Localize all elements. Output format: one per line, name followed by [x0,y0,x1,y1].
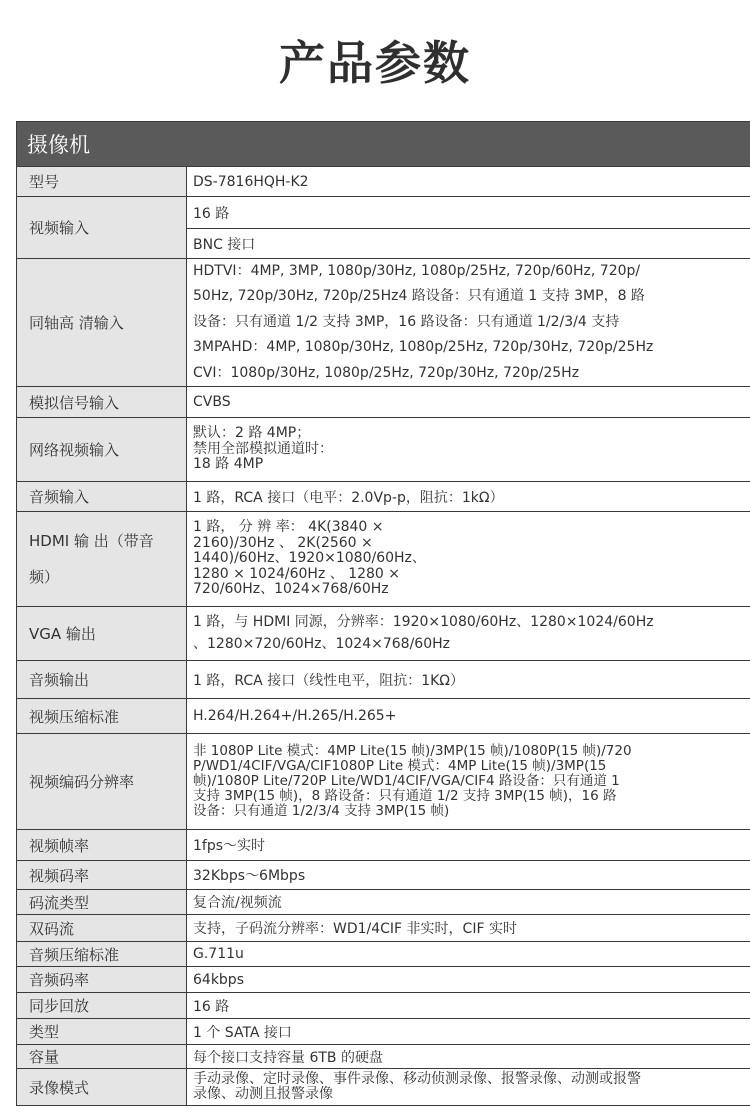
row-value-video-compression: H.264/H.264+/H.265/H.265+ [187,699,750,734]
row-label-capacity: 容量 [17,1045,187,1069]
row-label-vga-output: VGA 输出 [17,607,187,661]
text-line: CVI：1080p/30Hz, 1080p/25Hz, 720p/30Hz, 720p/25Hz [193,364,580,381]
table-row [17,734,750,830]
row-label-hdmi-output: HDMI 输 出（带音频） [17,512,187,607]
text-line: 录像、动测且报警录像 [193,1086,333,1103]
table-row [17,197,750,229]
row-label-video-input: 视频输入 [17,197,187,259]
text-line: 3MPAHD：4MP, 1080p/30Hz, 1080p/25Hz, 720p/30Hz, 720p/25Hz [193,339,654,356]
row-value-model: DS-7816HQH-K2 [187,167,750,197]
row-label-video-bitrate: 视频码率 [17,861,187,890]
row-value-dual-stream: 支持，子码流分辨率：WD1/4CIF 非实时，CIF 实时 [187,915,750,942]
row-label-network-video-input: 网络视频输入 [17,418,187,482]
row-value-audio-output: 1 路，RCA 接口（线性电平，阻抗：1KΩ） [187,661,750,699]
text-line: 2160)/30Hz 、 2K(2560 × [193,534,373,551]
table-row [17,830,750,861]
row-value-sync-playback: 16 路 [187,993,750,1019]
row-label-coax-hd-input: 同轴高 清输入 [17,259,187,387]
row-label-encoding-resolution: 视频编码分辨率 [17,734,187,830]
text-line: 非 1080P Lite 模式：4MP Lite(15 帧)/3MP(15 帧)/1080P(15 帧)/720 [193,743,632,760]
row-label-audio-output: 音频输出 [17,661,187,699]
table-row [17,942,750,967]
row-value-encoding-resolution [187,734,750,830]
row-value-audio-compression: G.711u [187,942,750,967]
table-row [17,418,750,482]
row-value-vga-output [187,607,750,661]
table-row [17,861,750,890]
table-row [17,259,750,387]
row-value-video-input-count: 16 路 [187,197,750,229]
row-value-disk-type: 1 个 SATA 接口 [187,1019,750,1045]
table-row [17,1069,750,1106]
table-row [17,1019,750,1045]
text-line: HDTVI：4MP, 3MP, 1080p/30Hz, 1080p/25Hz, 720p/60Hz, 720p/ [193,263,641,279]
row-label-sync-playback: 同步回放 [17,993,187,1019]
table-row [17,915,750,942]
section-header [17,122,750,167]
row-value-audio-bitrate: 64kbps [187,967,750,993]
table-row [17,482,750,512]
row-label-analog-input: 模拟信号输入 [17,387,187,418]
table-row [17,661,750,699]
row-value-audio-input: 1 路，RCA 接口（电平：2.0Vp-p，阻抗：1kΩ） [187,482,750,512]
text-line: 默认：2 路 4MP； [193,425,311,442]
row-label-stream-type: 码流类型 [17,890,187,915]
row-value-analog-input: CVBS [187,387,750,418]
text-line: 支持 3MP(15 帧)，8 路设备：只有通道 1/2 支持 3MP(15 帧)，16 路 [193,788,617,805]
row-value-record-mode [187,1069,750,1106]
text-line: 1440)/60Hz、1920×1080/60Hz、 [193,550,426,567]
table-row [17,512,750,607]
text-line: 1 路， 分 辨 率： 4K(3840 × [193,519,384,536]
text-line: 帧)/1080P Lite/720P Lite/WD1/4CIF/VGA/CIF4 路设备：只有通道 1 [193,773,620,790]
text-line: 禁用全部模拟通道时： [193,440,333,457]
row-value-coax-hd-input [187,259,750,387]
table-row [17,890,750,915]
row-value-video-bitrate: 32Kbps～6Mbps [187,861,750,890]
table-row [17,993,750,1019]
row-label-audio-compression: 音频压缩标准 [17,942,187,967]
section-title: 摄像机 [17,122,750,167]
text-line: 、1280×720/60Hz、1024×768/60Hz [193,635,450,652]
text-line: 设备：只有通道 1/2 支持 3MP，16 路设备：只有通道 1/2/3/4 支持 [193,313,620,330]
row-value-frame-rate: 1fps～实时 [187,830,750,861]
table-row [17,167,750,197]
table-row [17,1045,750,1069]
table-row [17,387,750,418]
text-line: 设备：只有通道 1/2/3/4 支持 3MP(15 帧) [193,803,450,820]
page-title: 产品参数 [279,36,471,90]
row-label-audio-bitrate: 音频码率 [17,967,187,993]
table-row [17,699,750,734]
row-label-audio-input: 音频输入 [17,482,187,512]
table-row [17,967,750,993]
row-value-network-video-input [187,418,750,482]
text-line: 18 路 4MP [193,456,264,473]
row-value-capacity: 每个接口支持容量 6TB 的硬盘 [187,1045,750,1069]
row-label-frame-rate: 视频帧率 [17,830,187,861]
row-value-stream-type: 复合流/视频流 [187,890,750,915]
row-value-video-input-interface: BNC 接口 [187,229,750,259]
row-label-video-compression: 视频压缩标准 [17,699,187,734]
row-label-dual-stream: 双码流 [17,915,187,942]
row-value-hdmi-output [187,512,750,607]
text-line: 1 路，与 HDMI 同源，分辨率：1920×1080/60Hz、1280×1024/60Hz [193,614,654,631]
spec-table [16,121,750,1106]
text-line: P/WD1/4CIF/VGA/CIF1080P Lite 模式：4MP Lite(15 帧)/3MP(15 [193,758,607,775]
text-line: 720/60Hz、1024×768/60Hz [193,581,389,598]
text-line: 手动录像、定时录像、事件录像、移动侦测录像、报警录像、动测或报警 [193,1070,641,1087]
row-label-model: 型号 [17,167,187,197]
row-label-record-mode: 录像模式 [17,1069,187,1106]
text-line: 50Hz, 720p/30Hz, 720p/25Hz4 路设备：只有通道 1 支持 3MP，8 路 [193,288,645,305]
row-label-disk-type: 类型 [17,1019,187,1045]
table-row [17,607,750,661]
text-line: 1280 × 1024/60Hz 、 1280 × [193,565,401,582]
